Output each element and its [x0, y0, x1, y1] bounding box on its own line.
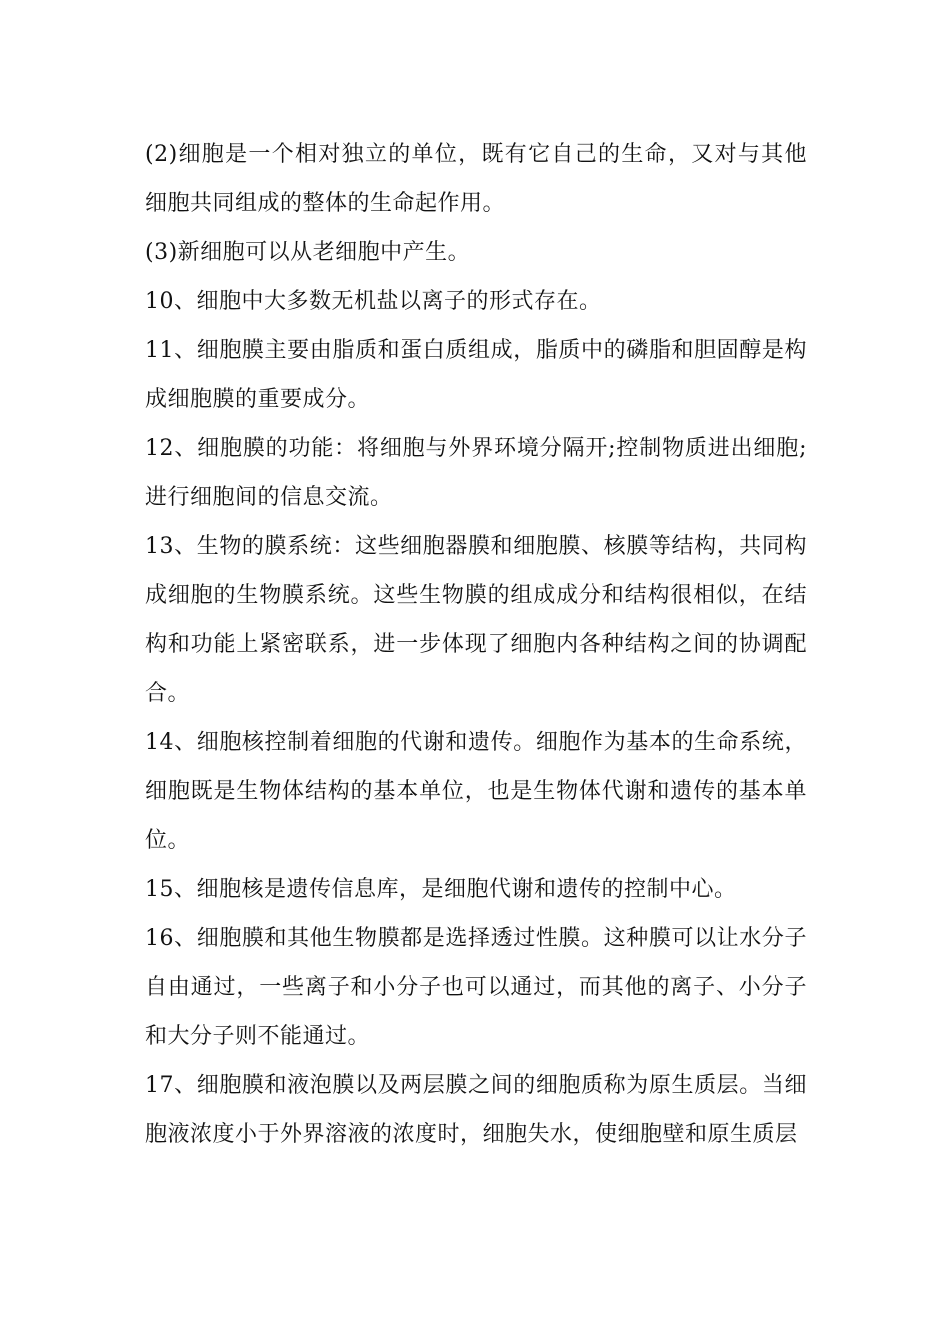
paragraph-cell-theory-3: (3)新细胞可以从老细胞中产生。: [145, 240, 471, 265]
paragraph-item-15: 15、细胞核是遗传信息库，是细胞代谢和遗传的控制中心。: [145, 877, 737, 902]
paragraph-item-12: 12、细胞膜的功能：将细胞与外界环境分隔开;控制物质进出细胞;进行细胞间的信息交流。: [145, 436, 807, 510]
paragraph-item-11: 11、细胞膜主要由脂质和蛋白质组成，脂质中的磷脂和胆固醇是构成细胞膜的重要成分。: [145, 338, 807, 412]
document-body: [145, 130, 807, 1159]
paragraph-item-14: 14、细胞核控制着细胞的代谢和遗传。细胞作为基本的生命系统，细胞既是生物体结构的基本单位，也是生物体代谢和遗传的基本单位。: [145, 730, 807, 853]
paragraph-item-13: 13、生物的膜系统：这些细胞器膜和细胞膜、核膜等结构，共同构成细胞的生物膜系统。这些生物膜的组成成分和结构很相似，在结构和功能上紧密联系，进一步体现了细胞内各种结构之间的协调配合。: [145, 534, 807, 706]
paragraph-item-10: 10、细胞中大多数无机盐以离子的形式存在。: [145, 289, 602, 314]
paragraph-item-17: 17、细胞膜和液泡膜以及两层膜之间的细胞质称为原生质层。当细胞液浓度小于外界溶液的浓度时，细胞失水，使细胞壁和原生质层: [145, 1073, 807, 1147]
paragraph-cell-theory-2: (2)细胞是一个相对独立的单位，既有它自己的生命，又对与其他细胞共同组成的整体的生命起作用。: [145, 142, 807, 216]
paragraph-item-16: 16、细胞膜和其他生物膜都是选择透过性膜。这种膜可以让水分子自由通过，一些离子和小分子也可以通过，而其他的离子、小分子和大分子则不能通过。: [145, 926, 807, 1049]
